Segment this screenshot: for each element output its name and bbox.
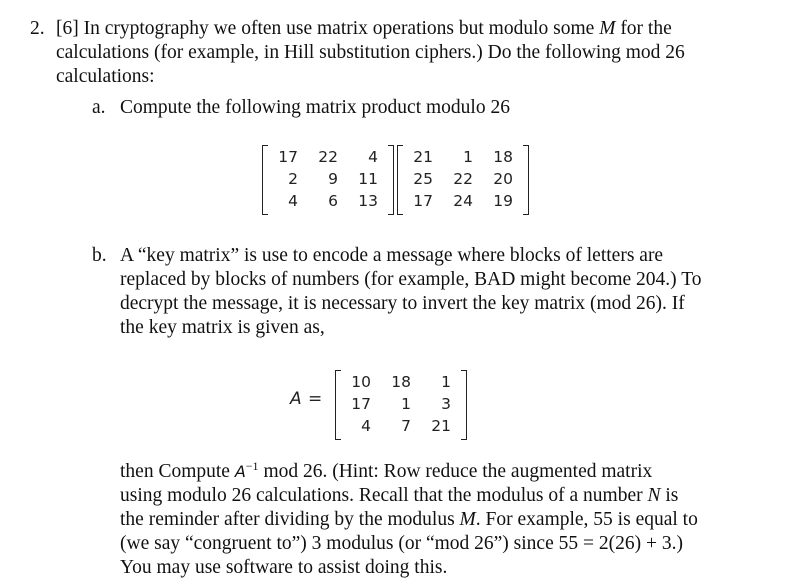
matrix-a-cell: 21 [431, 417, 451, 435]
part-a-label: a. [92, 97, 106, 118]
matrix-a-cell: 1 [401, 395, 411, 413]
hint-var-m: M [459, 509, 476, 530]
matrix-a-cell: 18 [391, 373, 411, 391]
matrix1-cell: 17 [278, 148, 298, 166]
part-b-line-1: A “key matrix” is use to encode a message where blocks of letters are [120, 245, 664, 266]
part-b-line-2: replaced by blocks of numbers (for example, BAD might become 204.) To [120, 269, 702, 290]
part-a-text: Compute the following matrix product modulo 26 [120, 97, 510, 118]
matrix-a-cell: 7 [401, 417, 411, 435]
matrix2-cell: 18 [493, 148, 513, 166]
matrix1-cell: 11 [358, 170, 378, 188]
matrix1-cell: 4 [368, 148, 378, 166]
hint-line-5: You may use software to assist doing this. [120, 557, 448, 578]
problem-number: 2. [30, 18, 45, 39]
matrix2-cell: 1 [463, 148, 473, 166]
hint-line-1 [120, 460, 652, 484]
compute-pre: then Compute [120, 461, 235, 482]
intro-text-1-post: for the [615, 18, 672, 39]
matrix2-right-bracket [523, 145, 529, 215]
hint-line-3 [120, 508, 698, 532]
compute-var: A [234, 462, 246, 481]
matrix2-cell: 24 [453, 192, 473, 210]
matrix-a-cell: 4 [361, 417, 371, 435]
intro-var-m: M [599, 18, 616, 39]
matrix1-cell: 9 [328, 170, 338, 188]
hint-line-3-post: . For example, 55 is equal to [475, 509, 698, 530]
problem-intro-line-3: calculations: [56, 66, 155, 87]
matrix-a-cell: 1 [441, 373, 451, 391]
problem-intro-line-1 [56, 17, 672, 41]
hint-line-3-pre: the reminder after dividing by the modulus [120, 509, 460, 530]
matrix-a-name: A [290, 389, 302, 409]
problem-intro-line-2: calculations (for example, in Hill substitution ciphers.) Do the following mod 26 [56, 42, 685, 63]
hint-line-2-post: is [660, 485, 679, 506]
matrix2-cell: 21 [413, 148, 433, 166]
matrix2-cell: 19 [493, 192, 513, 210]
points-label: [6] [56, 18, 79, 39]
matrix-a-cell: 3 [441, 395, 451, 413]
matrix2-cell: 17 [413, 192, 433, 210]
matrix1-cell: 2 [288, 170, 298, 188]
matrix1-cell: 22 [318, 148, 338, 166]
compute-post: mod 26. (Hint: Row reduce the augmented matrix [258, 461, 653, 482]
matrix2-cell: 25 [413, 170, 433, 188]
hint-line-2-text: using modulo 26 calculations. Recall that the modulus of a number [120, 485, 648, 506]
matrix-a-right-bracket [461, 370, 467, 440]
part-b-line-4: the key matrix is given as, [120, 317, 325, 338]
hint-var-n: N [647, 485, 661, 506]
compute-sup: −1 [245, 459, 259, 473]
hint-line-4: (we say “congruent to”) 3 modulus (or “mod 26”) since 55 = 2(26) + 3.) [120, 533, 683, 554]
hint-line-2 [120, 484, 678, 508]
matrix2-cell: 20 [493, 170, 513, 188]
matrix-a-cell: 17 [351, 395, 371, 413]
matrix2-cell: 22 [453, 170, 473, 188]
part-b-label: b. [92, 245, 107, 266]
matrix-a-cell: 10 [351, 373, 371, 391]
matrix1-cell: 4 [288, 192, 298, 210]
part-b-line-3: decrypt the message, it is necessary to invert the key matrix (mod 26). If [120, 293, 685, 314]
matrix1-cell: 6 [328, 192, 338, 210]
matrix1-cell: 13 [358, 192, 378, 210]
intro-text-1: In cryptography we often use matrix operations but modulo some [83, 18, 600, 39]
matrix-a-equals: = [308, 389, 323, 409]
